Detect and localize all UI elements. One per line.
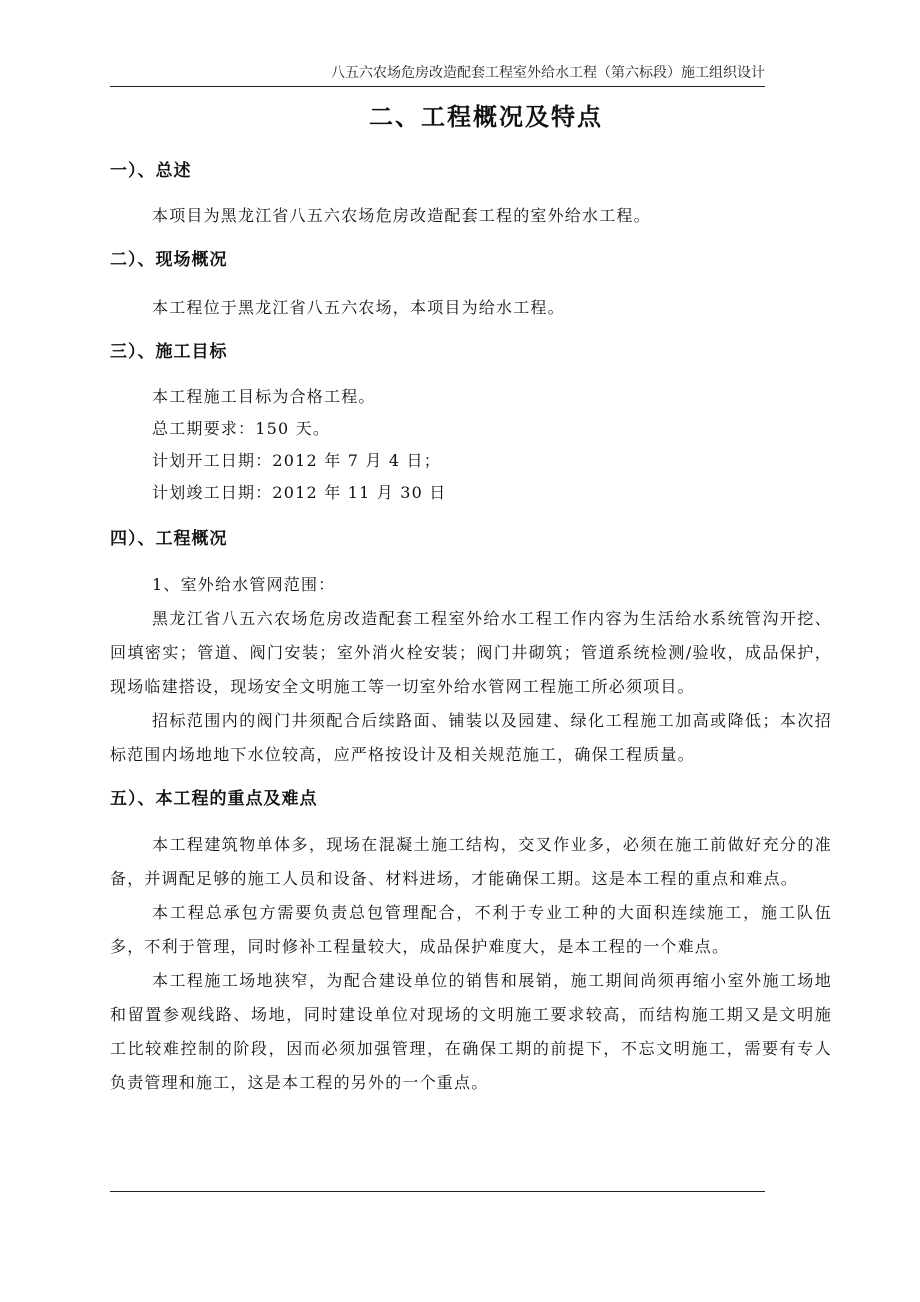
section-heading-key-difficulties: 五）、本工程的重点及难点 [110, 789, 318, 809]
header-rule [110, 86, 765, 87]
paragraph: 本工程总承包方需要负责总包管理配合，不利于专业工种的大面积连续施工，施工队伍多，不利于管理，同时修补工程量较大，成品保护难度大，是本工程的一个难点。 [110, 903, 832, 956]
paragraph: 本工程建筑物单体多，现场在混凝土施工结构，交叉作业多，必须在施工前做好充分的准备，并调配足够的施工人员和设备、材料进场，才能确保工期。这是本工程的重点和难点。 [110, 835, 832, 888]
paragraph: 本项目为黑龙江省八五六农场危房改造配套工程的室外给水工程。 [152, 206, 651, 225]
paragraph: 黑龙江省八五六农场危房改造配套工程室外给水工程工作内容为生活给水系统管沟开挖、回填密实；管道、阀门安装；室外消火栓安装；阀门井砌筑；管道系统检测/验收，成品保护，现场临建搭设，现场安全文明施工等一切室外给水管网工程施工所必须项目。 [110, 609, 832, 696]
paragraph: 本工程施工场地狭窄，为配合建设单位的销售和展销，施工期间尚须再缩小室外施工场地和留置参观线路、场地，同时建设单位对现场的文明施工要求较高，而结构施工期又是文明施工比较难控制的阶段，因而必须加强管理，在确保工期的前提下，不忘文明施工，需要有专人负责管理和施工，这是本工程的另外的一个重点。 [110, 971, 832, 1092]
chapter-title: 二、工程概况及特点 [369, 102, 603, 131]
paragraph-completion-date: 计划竣工日期：2012 年 11 月 30 日 [152, 483, 447, 502]
paragraph: 本工程位于黑龙江省八五六农场，本项目为给水工程。 [152, 298, 565, 317]
footer-rule [110, 1191, 765, 1192]
paragraph-start-date: 计划开工日期：2012 年 7 月 4 日； [152, 451, 441, 470]
section-heading-construction-goals: 三）、施工目标 [110, 342, 228, 362]
paragraph: 本工程施工目标为合格工程。 [152, 387, 376, 406]
section-heading-site-conditions: 二）、现场概况 [110, 250, 228, 270]
paragraph-duration: 总工期要求：150 天。 [152, 419, 331, 438]
page-content [110, 100, 832, 1100]
section-heading-project-overview: 四）、工程概况 [110, 529, 228, 549]
paragraph-subheading: 1、室外给水管网范围： [152, 575, 336, 594]
section-heading-overview: 一）、总述 [110, 161, 192, 181]
running-header: 八五六农场危房改造配套工程室外给水工程（第六标段）施工组织设计 [331, 65, 765, 81]
paragraph: 招标范围内的阀门井须配合后续路面、铺装以及园建、绿化工程施工加高或降低；本次招标范围内场地地下水位较高，应严格按设计及相关规范施工，确保工程质量。 [110, 711, 832, 764]
